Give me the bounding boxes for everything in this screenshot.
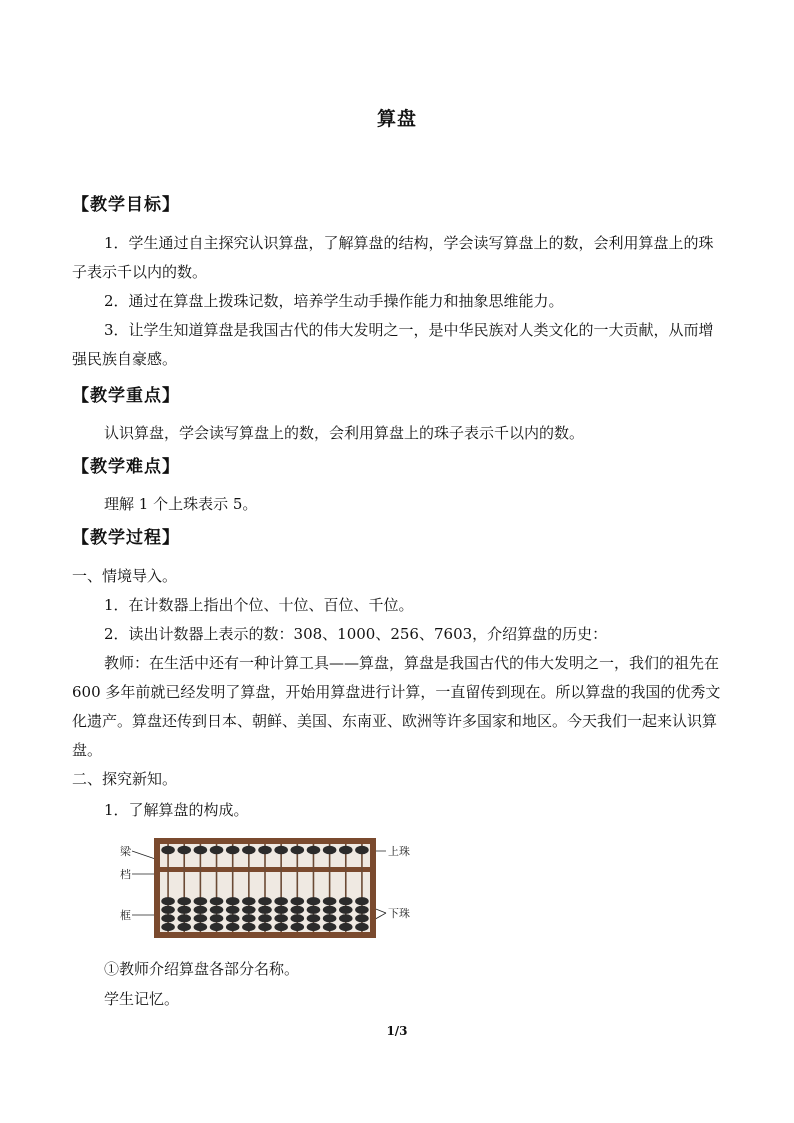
- upper-bead: [274, 846, 288, 855]
- upper-bead: [258, 846, 272, 855]
- abacus-diagram: [118, 834, 428, 942]
- teacher-paragraph: 教师：在生活中还有一种计算工具——算盘，算盘是我国古代的伟大发明之一，我们的祖先在 600 多年前就已经发明了算盘，开始用算盘进行计算，一直留传到现在。所以算盘的我国的优秀文化遗产。算盘还传到日本、朝鲜、美国、东南亚、欧洲等许多国家和地区。今天我们一起来认识算盘。: [72, 654, 721, 759]
- lower-bead: [161, 897, 175, 905]
- lower-bead: [258, 906, 272, 914]
- upper-bead: [194, 846, 208, 855]
- lower-bead: [161, 914, 175, 922]
- upper-bead: [307, 846, 321, 855]
- lower-bead: [210, 906, 224, 914]
- lower-bead: [307, 914, 321, 922]
- upper-bead: [161, 846, 175, 855]
- section-1-heading: 一、情境导入。: [72, 567, 178, 585]
- upper-bead: [177, 846, 191, 855]
- upper-bead: [339, 846, 353, 855]
- section-2-heading: 二、探究新知。: [72, 770, 178, 788]
- key-text: 认识算盘，学会读写算盘上的数，会利用算盘上的珠子表示千以内的数。: [104, 424, 585, 442]
- upper-bead: [355, 846, 369, 855]
- upper-bead: [226, 846, 240, 855]
- lower-bead: [307, 923, 321, 931]
- lower-bead: [274, 906, 288, 914]
- lower-bead: [226, 923, 240, 931]
- lower-bead: [339, 897, 353, 905]
- lower-bead: [161, 923, 175, 931]
- goal-2: 2．通过在算盘上拨珠记数，培养学生动手操作能力和抽象思维能力。: [104, 292, 564, 310]
- page-number: 1/3: [386, 1024, 408, 1038]
- lower-bead: [258, 923, 272, 931]
- process-heading: 【教学过程】: [72, 528, 180, 548]
- label-rod: 档: [120, 868, 131, 881]
- lower-bead: [339, 923, 353, 931]
- lower-bead: [226, 897, 240, 905]
- lower-bead: [258, 897, 272, 905]
- lower-bead: [177, 914, 191, 922]
- abacus-body: [154, 838, 376, 938]
- lower-bead: [194, 897, 208, 905]
- abacus-figure: [118, 834, 428, 942]
- upper-bead: [210, 846, 224, 855]
- step-2-1: 1．了解算盘的构成。: [104, 801, 249, 819]
- label-upper: 上珠: [388, 845, 410, 858]
- lower-bead: [242, 923, 256, 931]
- lower-bead: [323, 914, 337, 922]
- lower-bead: [242, 897, 256, 905]
- lower-bead: [307, 897, 321, 905]
- lower-bead: [339, 914, 353, 922]
- lower-bead: [307, 906, 321, 914]
- lower-bead: [177, 906, 191, 914]
- lower-bead: [274, 923, 288, 931]
- lower-bead: [291, 906, 305, 914]
- lower-bead: [291, 897, 305, 905]
- lower-bead: [161, 906, 175, 914]
- lower-bead: [339, 906, 353, 914]
- lower-bead: [355, 906, 369, 914]
- lower-bead: [194, 906, 208, 914]
- page-title: 算盘: [376, 108, 417, 130]
- step-1-2: 2．读出计数器上表示的数：308、1000、256、7603，介绍算盘的历史：: [104, 625, 608, 643]
- lower-bead: [323, 906, 337, 914]
- lower-bead: [226, 914, 240, 922]
- difficulty-text: 理解 1 个上珠表示 5。: [104, 495, 258, 513]
- label-beam: 梁: [120, 845, 131, 858]
- lower-bead: [210, 897, 224, 905]
- lower-bead: [242, 914, 256, 922]
- goal-3: 3．让学生知道算盘是我国古代的伟大发明之一，是中华民族对人类文化的一大贡献，从而增强民族自豪感。: [72, 321, 714, 368]
- lower-bead: [177, 897, 191, 905]
- lower-bead: [323, 923, 337, 931]
- step-1-1: 1．在计数器上指出个位、十位、百位、千位。: [104, 596, 414, 614]
- lower-bead: [177, 923, 191, 931]
- label-frame: 框: [120, 909, 131, 922]
- upper-bead: [242, 846, 256, 855]
- goals-heading: 【教学目标】: [72, 195, 180, 215]
- upper-bead: [291, 846, 305, 855]
- lower-bead: [242, 906, 256, 914]
- note-1: ①教师介绍算盘各部分名称。: [104, 960, 300, 978]
- lower-bead: [291, 914, 305, 922]
- lower-bead: [226, 906, 240, 914]
- label-lower: 下珠: [388, 907, 410, 920]
- lower-bead: [210, 914, 224, 922]
- lower-bead: [210, 923, 224, 931]
- lower-bead: [323, 897, 337, 905]
- lower-bead: [291, 923, 305, 931]
- difficulty-heading: 【教学难点】: [72, 457, 180, 477]
- goal-1: 1．学生通过自主探究认识算盘，了解算盘的结构，学会读写算盘上的数，会利用算盘上的珠子表示千以内的数。: [72, 234, 714, 281]
- lower-bead: [194, 923, 208, 931]
- lower-bead: [355, 914, 369, 922]
- note-2: 学生记忆。: [104, 990, 180, 1008]
- lower-bead: [274, 914, 288, 922]
- lower-bead: [274, 897, 288, 905]
- lower-bead: [355, 923, 369, 931]
- upper-bead: [323, 846, 337, 855]
- lower-bead: [355, 897, 369, 905]
- lower-bead: [258, 914, 272, 922]
- lower-bead: [194, 914, 208, 922]
- key-heading: 【教学重点】: [72, 386, 180, 406]
